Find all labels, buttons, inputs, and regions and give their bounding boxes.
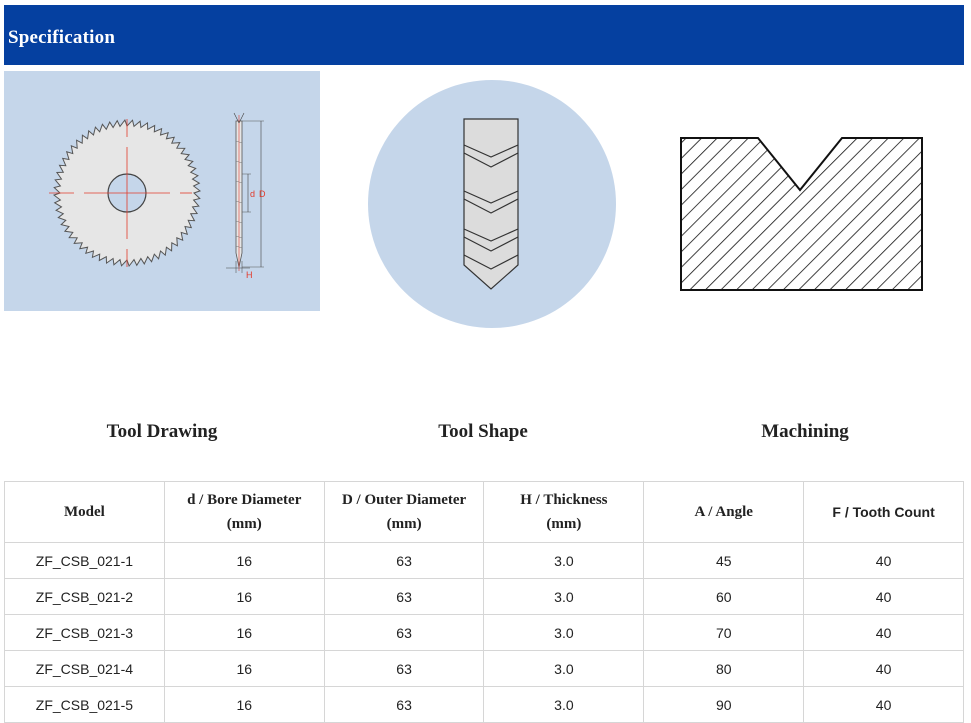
cell-outer: 63 [324,543,484,579]
cell-teeth: 40 [804,543,964,579]
header-outer-diameter: D / Outer Diameter (mm) [324,482,484,543]
table-row [5,651,964,687]
header-model: Model [5,482,165,543]
caption-tool-shape: Tool Shape [438,421,528,442]
cell-model: ZF_CSB_021-5 [5,687,165,723]
table-row [5,579,964,615]
section-header [4,5,964,65]
table-row [5,543,964,579]
caption-tool-drawing: Tool Drawing [106,421,218,442]
spec-table [4,481,964,723]
cell-teeth: 40 [804,615,964,651]
tool-drawing-svg [4,71,320,311]
cell-model: ZF_CSB_021-2 [5,579,165,615]
cell-angle: 60 [644,579,804,615]
header-thickness: H / Thickness (mm) [484,482,644,543]
cell-outer: 63 [324,651,484,687]
d-label: d [250,189,256,199]
cell-teeth: 40 [804,651,964,687]
cell-angle: 80 [644,651,804,687]
table-row [5,687,964,723]
cell-teeth: 40 [804,687,964,723]
caption-machining: Machining [761,421,849,442]
cell-thickness: 3.0 [484,687,644,723]
tool-shape-image [367,79,617,329]
cell-bore: 16 [164,615,324,651]
cell-bore: 16 [164,687,324,723]
cell-teeth: 40 [804,579,964,615]
table-row [5,615,964,651]
tool-drawing-image [4,71,320,311]
cell-model: ZF_CSB_021-3 [5,615,165,651]
cell-thickness: 3.0 [484,615,644,651]
table-header-row [5,482,964,543]
D-label: D [259,189,266,199]
cell-outer: 63 [324,579,484,615]
cell-bore: 16 [164,543,324,579]
cell-thickness: 3.0 [484,543,644,579]
tool-profile [464,119,518,289]
cell-bore: 16 [164,651,324,687]
H-label: H [246,270,253,280]
cell-angle: 70 [644,615,804,651]
cell-outer: 63 [324,615,484,651]
cell-model: ZF_CSB_021-4 [5,651,165,687]
section-title: Specification [8,27,116,48]
cell-bore: 16 [164,579,324,615]
machining-image [676,132,926,296]
cell-outer: 63 [324,687,484,723]
header-bore-diameter: d / Bore Diameter (mm) [164,482,324,543]
cell-thickness: 3.0 [484,651,644,687]
cell-angle: 90 [644,687,804,723]
cell-model: ZF_CSB_021-1 [5,543,165,579]
cell-thickness: 3.0 [484,579,644,615]
side-view [226,113,266,280]
header-tooth-count: F / Tooth Count [804,482,964,543]
cell-angle: 45 [644,543,804,579]
header-angle: A / Angle [644,482,804,543]
